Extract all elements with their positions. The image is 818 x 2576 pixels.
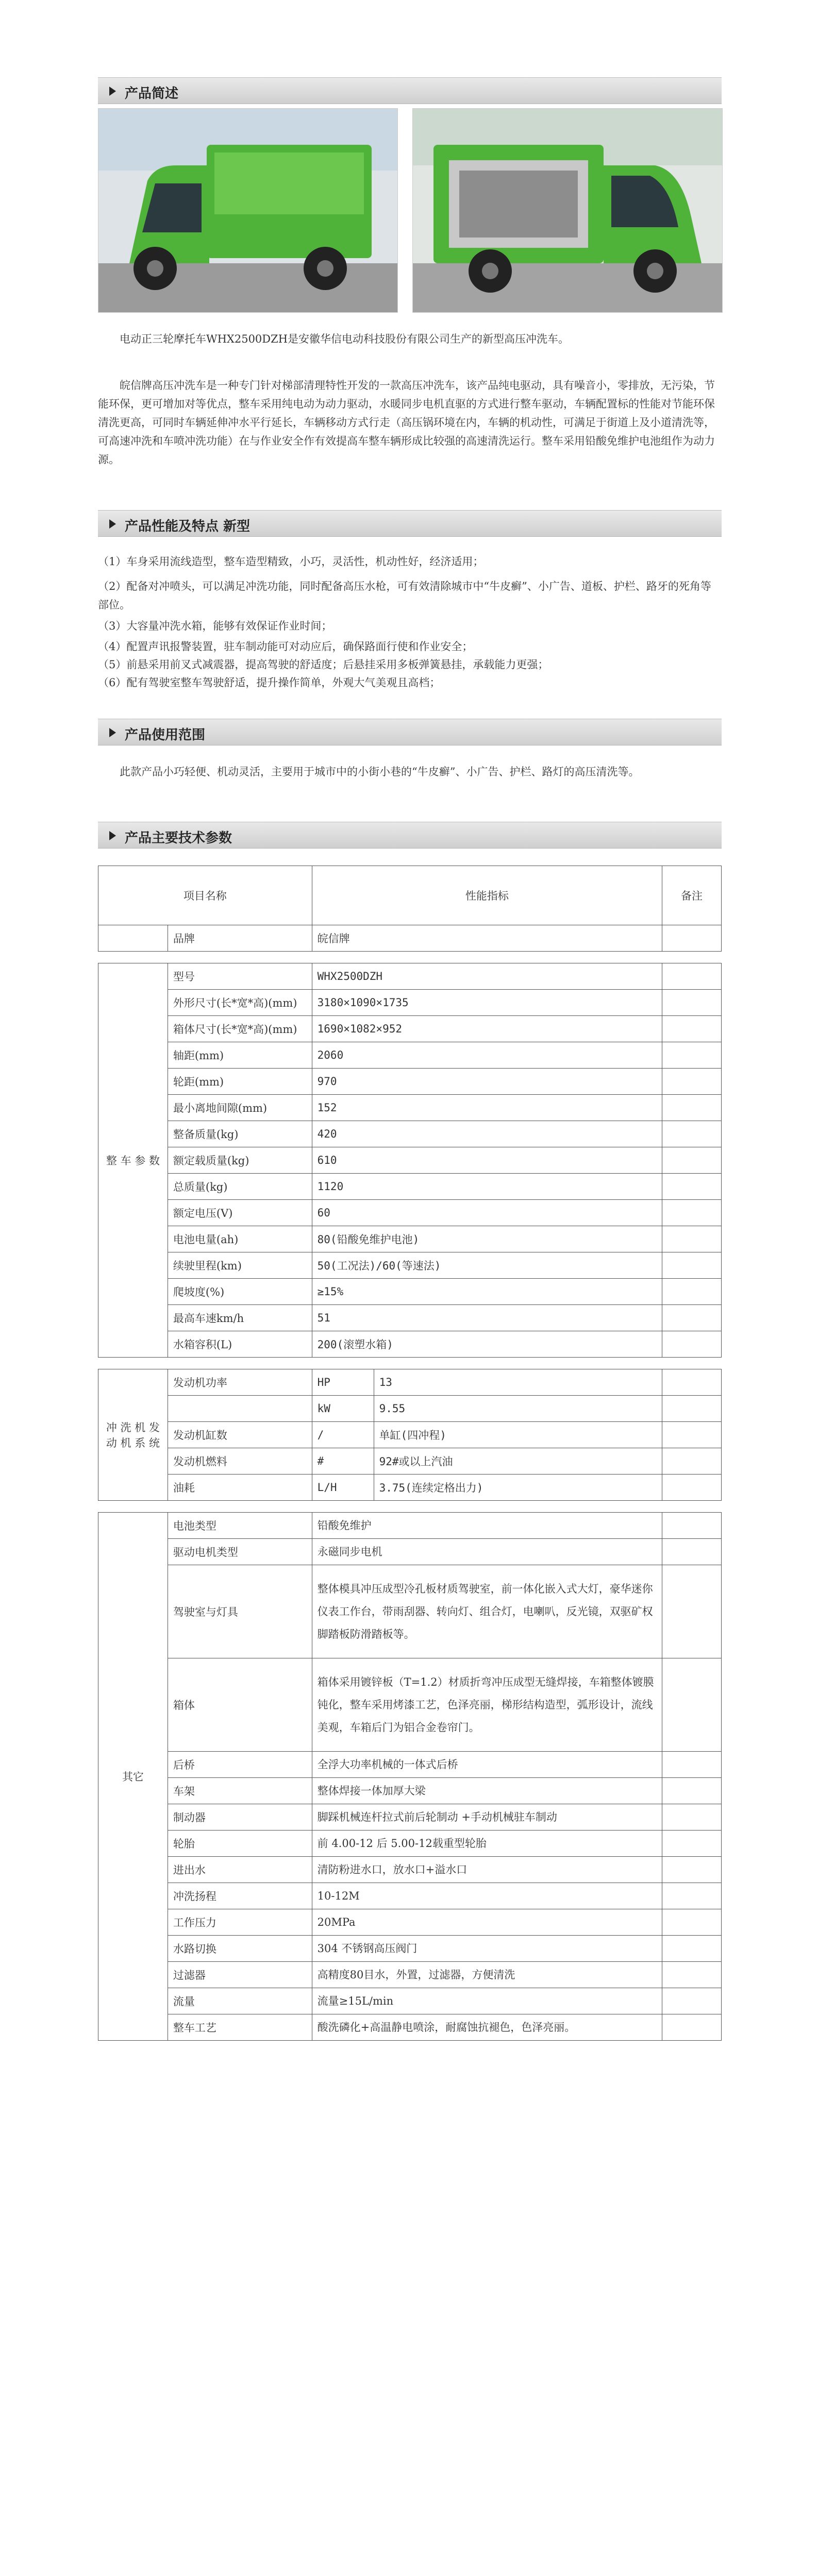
spec-row — [98, 1252, 722, 1279]
spec-brand-label: 品牌 — [168, 925, 312, 952]
spec-note — [662, 2014, 722, 2041]
spec-key: 水路切换 — [168, 1936, 312, 1962]
spec-value: 单缸(四冲程) — [374, 1422, 662, 1448]
spec-value: 60 — [312, 1200, 662, 1226]
spec-value: 80(铅酸免维护电池) — [312, 1226, 662, 1252]
spec-row — [98, 1752, 722, 1778]
usage-paragraph: 此款产品小巧轻便、机动灵活，主要用于城市中的小街小巷的“牛皮癣”、小广告、护栏、路灯的高压清洗等。 — [120, 766, 640, 778]
spec-key: 型号 — [168, 963, 312, 990]
triangle-bullet-icon — [109, 831, 116, 840]
spec-key: 油耗 — [168, 1475, 312, 1501]
spec-row — [98, 1121, 722, 1147]
spec-row — [98, 1804, 722, 1831]
spec-note — [662, 1042, 722, 1069]
section-header-performance — [98, 510, 722, 537]
spec-row — [98, 1042, 722, 1069]
spec-value: 流量≥15L/min — [312, 1988, 662, 2014]
spec-note — [662, 1936, 722, 1962]
spec-note — [662, 1252, 722, 1279]
spec-row — [98, 1279, 722, 1305]
feature-line-2: （2）配备对冲喷头，可以满足冲洗功能，同时配备高压水枪，可有效清除城市中“牛皮癣”、小广告、道板、护栏、路牙的死角等部位。 — [98, 580, 711, 611]
spec-key: 箱体尺寸(长*宽*高)(mm) — [168, 1016, 312, 1042]
spec-note — [662, 1857, 722, 1883]
spec-value: 1690×1082×952 — [312, 1016, 662, 1042]
spec-note — [662, 1279, 722, 1305]
spec-value: 610 — [312, 1147, 662, 1174]
spec-value: 13 — [374, 1369, 662, 1396]
spec-key: 进出水 — [168, 1857, 312, 1883]
spec-note — [662, 1174, 722, 1200]
section-title: 产品主要技术参数 — [125, 831, 232, 846]
spec-value: 152 — [312, 1095, 662, 1121]
spec-value: 51 — [312, 1305, 662, 1331]
spec-note — [662, 1121, 722, 1147]
spec-value: 304 不锈钢高压阀门 — [312, 1936, 662, 1962]
spec-value: 92#或以上汽油 — [374, 1448, 662, 1475]
spec-key: 制动器 — [168, 1804, 312, 1831]
spec-note — [662, 1396, 722, 1422]
spec-row — [98, 1226, 722, 1252]
intro-paragraph-2: 皖信牌高压冲洗车是一种专门针对梯部清理特性开发的一款高压冲洗车，该产品纯电驱动，具有噪音小，零排放，无污染，节能环保，更可增加对等优点，整车采用纯电动为动力驱动，水暖同步电机直驱的方式进行整车驱动，车辆配置标的性能对节能环保清洗更高，可同时车辆延伸冲水平行延长，车辆移动方式行走（高压锅环境在内，车辆的机动性，可满足于街道上及小道清洗等，可高速冲洗和车喷冲洗功能）在与作业安全作有效提高车整车辆形成比较强的高速清洗运行。整车采用铅酸免维护电池组作为动力源。 — [98, 379, 715, 466]
triangle-bullet-icon — [109, 87, 116, 96]
spec-note — [662, 1448, 722, 1475]
spec-note — [662, 1988, 722, 2014]
spec-value: 970 — [312, 1069, 662, 1095]
spec-value: 3.75(连续定格出力) — [374, 1475, 662, 1501]
spec-row — [98, 1396, 722, 1422]
spec-value: 200(滚塑水箱) — [312, 1331, 662, 1358]
spec-note — [662, 1016, 722, 1042]
spec-value: 20MPa — [312, 1909, 662, 1936]
triangle-bullet-icon — [109, 728, 116, 737]
spec-group-other: 其它 — [98, 1513, 168, 2041]
spec-note — [662, 1305, 722, 1331]
section-header-specs — [98, 822, 722, 849]
spec-key: 驱动电机类型 — [168, 1539, 312, 1565]
spec-header-item: 项目名称 — [98, 866, 312, 925]
spec-note — [662, 1069, 722, 1095]
spec-note — [662, 1658, 722, 1752]
vehicle-photo-rear — [412, 108, 723, 313]
spec-row — [98, 1658, 722, 1752]
spec-value: 清防粉进水口，放水口+溢水口 — [312, 1857, 662, 1883]
section-title: 产品性能及特点 新型 — [125, 519, 251, 534]
spec-key: 工作压力 — [168, 1909, 312, 1936]
spec-key: 额定电压(V) — [168, 1200, 312, 1226]
spec-note — [662, 1331, 722, 1358]
spec-unit: L/H — [312, 1475, 374, 1501]
spec-row — [98, 1883, 722, 1909]
spec-key: 驾驶室与灯具 — [168, 1565, 312, 1658]
spec-group-whole: 整 车 参 数 — [98, 963, 168, 1358]
spec-note — [662, 1831, 722, 1857]
section-header-intro — [98, 77, 722, 104]
spec-value: 420 — [312, 1121, 662, 1147]
spec-note — [662, 963, 722, 990]
spec-note — [662, 1883, 722, 1909]
spec-key: 轮距(mm) — [168, 1069, 312, 1095]
spec-value: ≥15% — [312, 1279, 662, 1305]
spec-value: 铅酸免维护 — [312, 1513, 662, 1539]
spec-header-note: 备注 — [662, 866, 722, 925]
section-header-usage — [98, 719, 722, 745]
spec-note — [662, 1369, 722, 1396]
spec-key — [168, 1396, 312, 1422]
spec-value: 箱体采用镀锌板（T=1.2）材质折弯冲压成型无缝焊接，车箱整体镀膜钝化，整车采用烤漆工艺，色泽亮丽，梯形结构造型，弧形设计，流线美观，车箱后门为铝合金卷帘门。 — [312, 1658, 662, 1752]
spec-note — [662, 1475, 722, 1501]
spec-value: 2060 — [312, 1042, 662, 1069]
spec-row — [98, 1016, 722, 1042]
spec-value: 9.55 — [374, 1396, 662, 1422]
spec-key: 流量 — [168, 1988, 312, 2014]
spec-key: 爬坡度(%) — [168, 1279, 312, 1305]
spec-key: 整车工艺 — [168, 2014, 312, 2041]
spec-row — [98, 1305, 722, 1331]
spec-note — [662, 1147, 722, 1174]
spec-value: 10-12M — [312, 1883, 662, 1909]
spec-value: 整体模具冲压成型冷孔板材质驾驶室，前一体化嵌入式大灯，豪华迷你仪表工作台，带雨刮器、转向灯、组合灯，电喇叭，反光镜，双驱矿权脚踏板防滑踏板等。 — [312, 1565, 662, 1658]
feature-line-6: （6）配有驾驶室整车驾驶舒适，提升操作简单，外观大气美观且高档； — [98, 676, 441, 689]
spec-row — [98, 1475, 722, 1501]
spec-row — [98, 990, 722, 1016]
spec-group-washer: 冲 洗 机 发 动 机 系 统 — [98, 1369, 168, 1501]
spec-note — [662, 1095, 722, 1121]
spec-row — [98, 1513, 722, 1539]
spec-row — [98, 1331, 722, 1358]
spec-note — [662, 1513, 722, 1539]
spec-row — [98, 1422, 722, 1448]
spec-key: 电池类型 — [168, 1513, 312, 1539]
spec-row — [98, 1988, 722, 2014]
spec-key: 发动机功率 — [168, 1369, 312, 1396]
spec-value: WHX2500DZH — [312, 963, 662, 990]
spec-row — [98, 1539, 722, 1565]
spec-key: 发动机燃料 — [168, 1448, 312, 1475]
spec-note — [662, 1422, 722, 1448]
spec-value: 高精度80目水，外置，过滤器，方便清洗 — [312, 1962, 662, 1988]
spec-key: 冲洗扬程 — [168, 1883, 312, 1909]
spec-note — [662, 1752, 722, 1778]
spec-row — [98, 1936, 722, 1962]
spec-value: 3180×1090×1735 — [312, 990, 662, 1016]
spec-key: 整备质量(kg) — [168, 1121, 312, 1147]
spec-unit: kW — [312, 1396, 374, 1422]
feature-line-3: （3）大容量冲洗水箱，能够有效保证作业时间； — [98, 620, 332, 632]
spec-key: 最小离地间隙(mm) — [168, 1095, 312, 1121]
spec-row — [98, 1962, 722, 1988]
spec-row — [98, 1778, 722, 1804]
spec-key: 电池电量(ah) — [168, 1226, 312, 1252]
spec-table — [98, 866, 722, 2041]
spec-key: 箱体 — [168, 1658, 312, 1752]
feature-line-1: （1）车身采用流线造型，整车造型精致，小巧，灵活性，机动性好，经济适用； — [98, 555, 484, 568]
spec-unit: # — [312, 1448, 374, 1475]
spec-key: 过滤器 — [168, 1962, 312, 1988]
spec-value: 前 4.00-12 后 5.00-12载重型轮胎 — [312, 1831, 662, 1857]
spec-value: 1120 — [312, 1174, 662, 1200]
intro-paragraph-1: 电动正三轮摩托车WHX2500DZH是安徽华信电动科技股份有限公司生产的新型高压冲洗车。 — [120, 333, 570, 345]
spec-header-index: 性能指标 — [312, 866, 662, 925]
spec-note — [662, 1200, 722, 1226]
spec-value: 全浮大功率机械的一体式后桥 — [312, 1752, 662, 1778]
spec-row — [98, 1831, 722, 1857]
spec-unit: HP — [312, 1369, 374, 1396]
spec-row — [98, 2014, 722, 2041]
spec-row — [98, 1174, 722, 1200]
spec-note — [662, 1565, 722, 1658]
spec-brand-value: 皖信牌 — [312, 925, 662, 952]
vehicle-photo-front — [98, 108, 398, 313]
spec-key: 最高车速km/h — [168, 1305, 312, 1331]
spec-note — [662, 990, 722, 1016]
spec-note — [662, 1539, 722, 1565]
spec-key: 续驶里程(km) — [168, 1252, 312, 1279]
spec-row — [98, 1448, 722, 1475]
spec-row — [98, 1857, 722, 1883]
feature-line-5: （5）前悬采用前叉式减震器，提高驾驶的舒适度；后悬挂采用多板弹簧悬挂，承载能力更强； — [98, 658, 549, 671]
spec-row — [98, 1369, 722, 1396]
feature-line-4: （4）配置声讯报警装置，驻车制动能可对动应后，确保路面行使和作业安全； — [98, 640, 473, 653]
spec-note — [662, 1909, 722, 1936]
spec-key: 水箱容积(L) — [168, 1331, 312, 1358]
spec-row — [98, 1069, 722, 1095]
spec-row — [98, 1909, 722, 1936]
spec-row — [98, 1147, 722, 1174]
spec-note — [662, 1226, 722, 1252]
spec-row — [98, 1565, 722, 1658]
spec-key: 外形尺寸(长*宽*高)(mm) — [168, 990, 312, 1016]
triangle-bullet-icon — [109, 519, 116, 529]
spec-note — [662, 1962, 722, 1988]
spec-value: 永磁同步电机 — [312, 1539, 662, 1565]
spec-key: 后桥 — [168, 1752, 312, 1778]
spec-key: 车架 — [168, 1778, 312, 1804]
spec-key: 轮胎 — [168, 1831, 312, 1857]
spec-key: 发动机缸数 — [168, 1422, 312, 1448]
spec-value: 整体焊接一体加厚大梁 — [312, 1778, 662, 1804]
spec-key: 轴距(mm) — [168, 1042, 312, 1069]
spec-value: 50(工况法)/60(等速法) — [312, 1252, 662, 1279]
section-title: 产品使用范围 — [125, 727, 206, 743]
spec-row — [98, 1095, 722, 1121]
spec-key: 总质量(kg) — [168, 1174, 312, 1200]
spec-key: 额定载质量(kg) — [168, 1147, 312, 1174]
spec-note — [662, 1804, 722, 1831]
spec-value: 脚踩机械连杆拉式前后轮制动 +手动机械驻车制动 — [312, 1804, 662, 1831]
spec-note — [662, 1778, 722, 1804]
spec-unit: / — [312, 1422, 374, 1448]
spec-row — [98, 963, 722, 990]
section-title: 产品简述 — [125, 86, 179, 101]
spec-row — [98, 1200, 722, 1226]
spec-value: 酸洗磷化+高温静电喷涂，耐腐蚀抗褪色，色泽亮丽。 — [312, 2014, 662, 2041]
